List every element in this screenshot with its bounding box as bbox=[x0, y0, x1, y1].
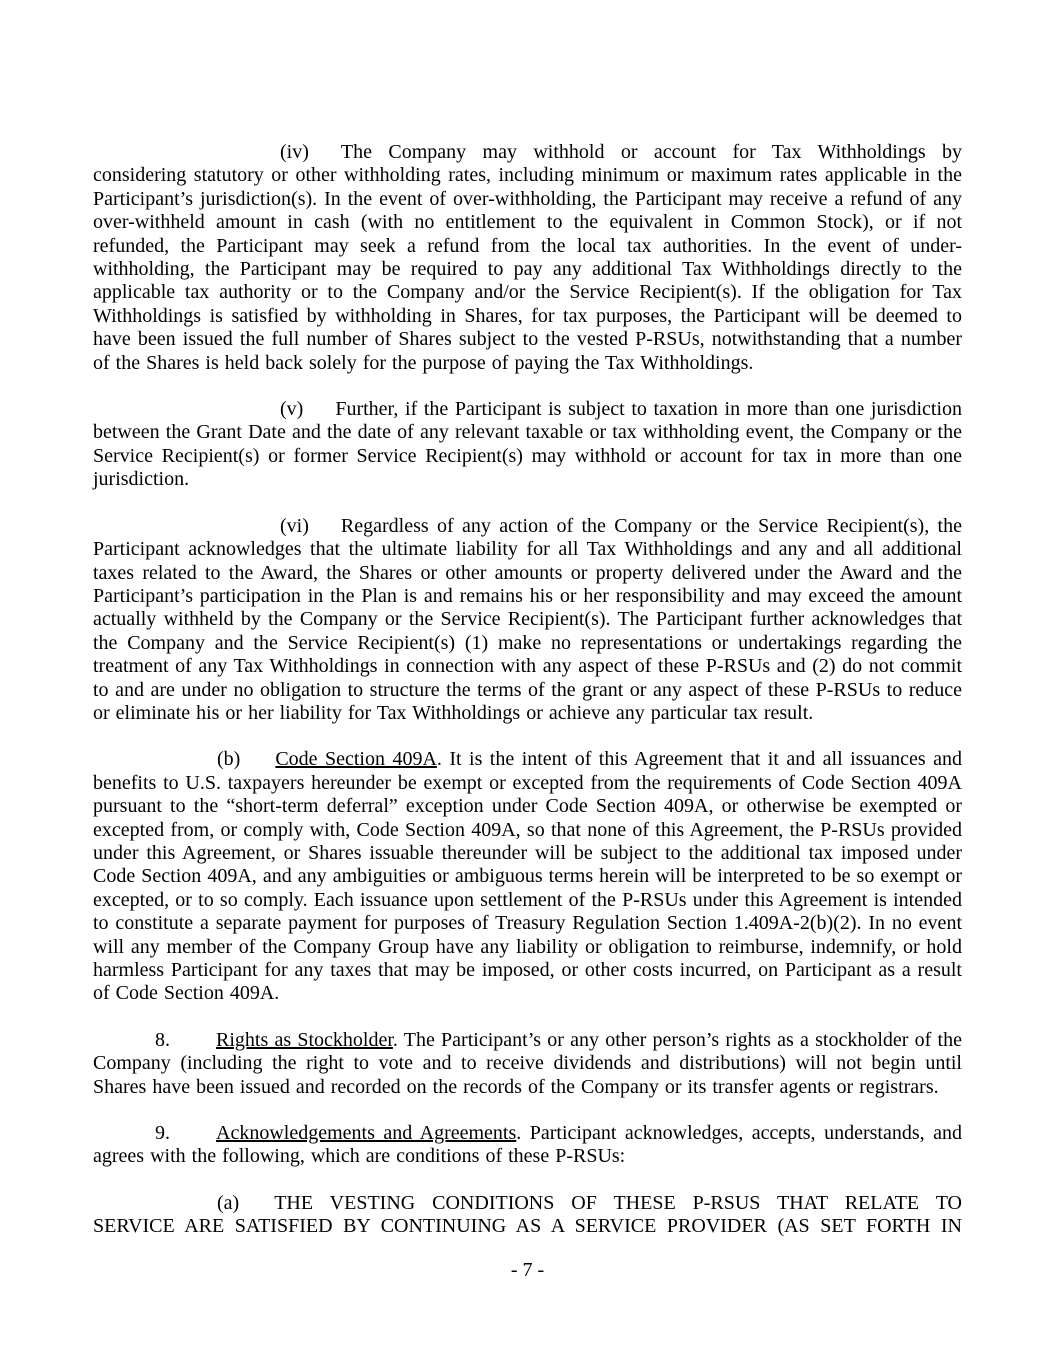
tab-spacer bbox=[303, 414, 335, 415]
paragraph-label: (v) bbox=[280, 398, 304, 421]
paragraph-9-acknowledgements bbox=[93, 1122, 962, 1169]
tab-spacer bbox=[170, 1045, 216, 1046]
paragraph-label: 9. bbox=[155, 1122, 170, 1145]
paragraph-text: . The Participant’s or any other person’s rights as a stockholder of the Company (including the right to vote and to receive dividends and distributions) will not begin until Shares have been issued and recorded on the records of the Company or its transfer agents or registrars. bbox=[93, 1028, 962, 1098]
paragraph-text: . Participant acknowledges, accepts, understands, and agrees with the following, which are conditions of these P-RSUs: bbox=[93, 1122, 962, 1168]
paragraph-iv bbox=[93, 141, 962, 375]
paragraph-label: (b) bbox=[217, 748, 241, 771]
paragraph-text: . It is the intent of this Agreement that it and all issuances and benefits to U.S. taxpayers hereunder be exempt or excepted from the requirements of Code Section 409A pursuant to the “short-term deferral” exception under Code Section 409A, or otherwise be exempted or excepted from, or comply with, Code Section 409A, so that none of this Agreement, the P-RSUs provided under this Agreement, or Shares issuable thereunder will be subject to the additional tax imposed under Code Section 409A, and any ambiguities or ambiguous terms herein will be interpreted to be so exempt or excepted, or to so comply. Each issuance upon settlement of the P-RSUs under this Agreement is intended to constitute a separate payment for purposes of Treasury Regulation Section 1.409A-2(b)(2). In no event will any member of the Company Group have any liability or obligation to reimburse, indemnify, or hold harmless Participant for any taxes that may be imposed, or other costs incurred, on Participant as a result of Code Section 409A. bbox=[93, 748, 962, 1005]
tab-spacer bbox=[170, 1138, 216, 1139]
paragraph-text: Further, if the Participant is subject to taxation in more than one jurisdiction between the Grant Date and the date of any relevant taxable or tax withholding event, the Company or the Service Recipient(s) or former Service Recipient(s) may withhold or account for tax in more than one jurisdiction. bbox=[93, 398, 962, 491]
paragraph-label: 8. bbox=[155, 1028, 170, 1051]
paragraph-label: (vi) bbox=[280, 514, 309, 537]
tab-spacer bbox=[240, 764, 275, 765]
paragraph-text: The Company may withhold or account for Tax Withholdings by considering statutory or other withholding rates, including minimum or maximum rates applicable in the Participant’s jurisdiction(s). In the event of over-withholding, the Participant may receive a refund of any over-withheld amount in cash (with no entitlement to the equivalent in Common Stock), or if not refunded, the Participant may seek a refund from the local tax authorities. In the event of under-withholding, the Participant may be required to pay any additional Tax Withholdings directly to the applicable tax authority or to the Company and/or the Service Recipient(s). If the obligation for Tax Withholdings is satisfied by withholding in Shares, for tax purposes, the Participant will be deemed to have been issued the full number of Shares subject to the vested P-RSUs, notwithstanding that a number of the Shares is held back solely for the purpose of paying the Tax Withholdings. bbox=[93, 141, 962, 374]
paragraph-8-rights-as-stockholder bbox=[93, 1029, 962, 1099]
paragraph-heading: Acknowledgements and Agreements bbox=[216, 1122, 517, 1145]
paragraph-label: (iv) bbox=[280, 141, 309, 163]
paragraph-b-code-section-409a bbox=[93, 748, 962, 1005]
paragraph-a-vesting-conditions bbox=[93, 1192, 962, 1239]
paragraph-heading: Rights as Stockholder bbox=[216, 1028, 393, 1051]
page-number: - 7 - bbox=[510, 1259, 545, 1281]
paragraph-heading: Code Section 409A bbox=[275, 748, 437, 771]
tab-spacer bbox=[309, 531, 341, 532]
paragraph-text: THE VESTING CONDITIONS OF THESE P-RSUS THAT RELATE TO SERVICE ARE SATISFIED BY CONTINUING AS A SERVICE PROVIDER (AS SET FORTH IN bbox=[93, 1191, 962, 1238]
tab-spacer bbox=[309, 157, 341, 158]
paragraph-text: Regardless of any action of the Company or the Service Recipient(s), the Participant acknowledges that the ultimate liability for all Tax Withholdings and any and all additional taxes related to the Award, the Shares or other amounts or property delivered under the Award and the Participant’s participation in the Plan is and remains his or her responsibility and may exceed the amount actually withheld by the Company or the Service Recipient(s). The Participant further acknowledges that the Company and the Service Recipient(s) (1) make no representations or undertakings regarding the treatment of any Tax Withholdings in connection with any aspect of these P-RSUs and (2) do not commit to and are under no obligation to structure the terms of the grant or any aspect of these P-RSUs to reduce or eliminate his or her liability for Tax Withholdings or achieve any particular tax result. bbox=[93, 514, 962, 724]
paragraph-label: (a) bbox=[217, 1191, 240, 1214]
paragraph-vi bbox=[93, 515, 962, 726]
document-content bbox=[93, 141, 962, 1239]
tab-spacer bbox=[239, 1208, 274, 1209]
paragraph-v bbox=[93, 398, 962, 492]
